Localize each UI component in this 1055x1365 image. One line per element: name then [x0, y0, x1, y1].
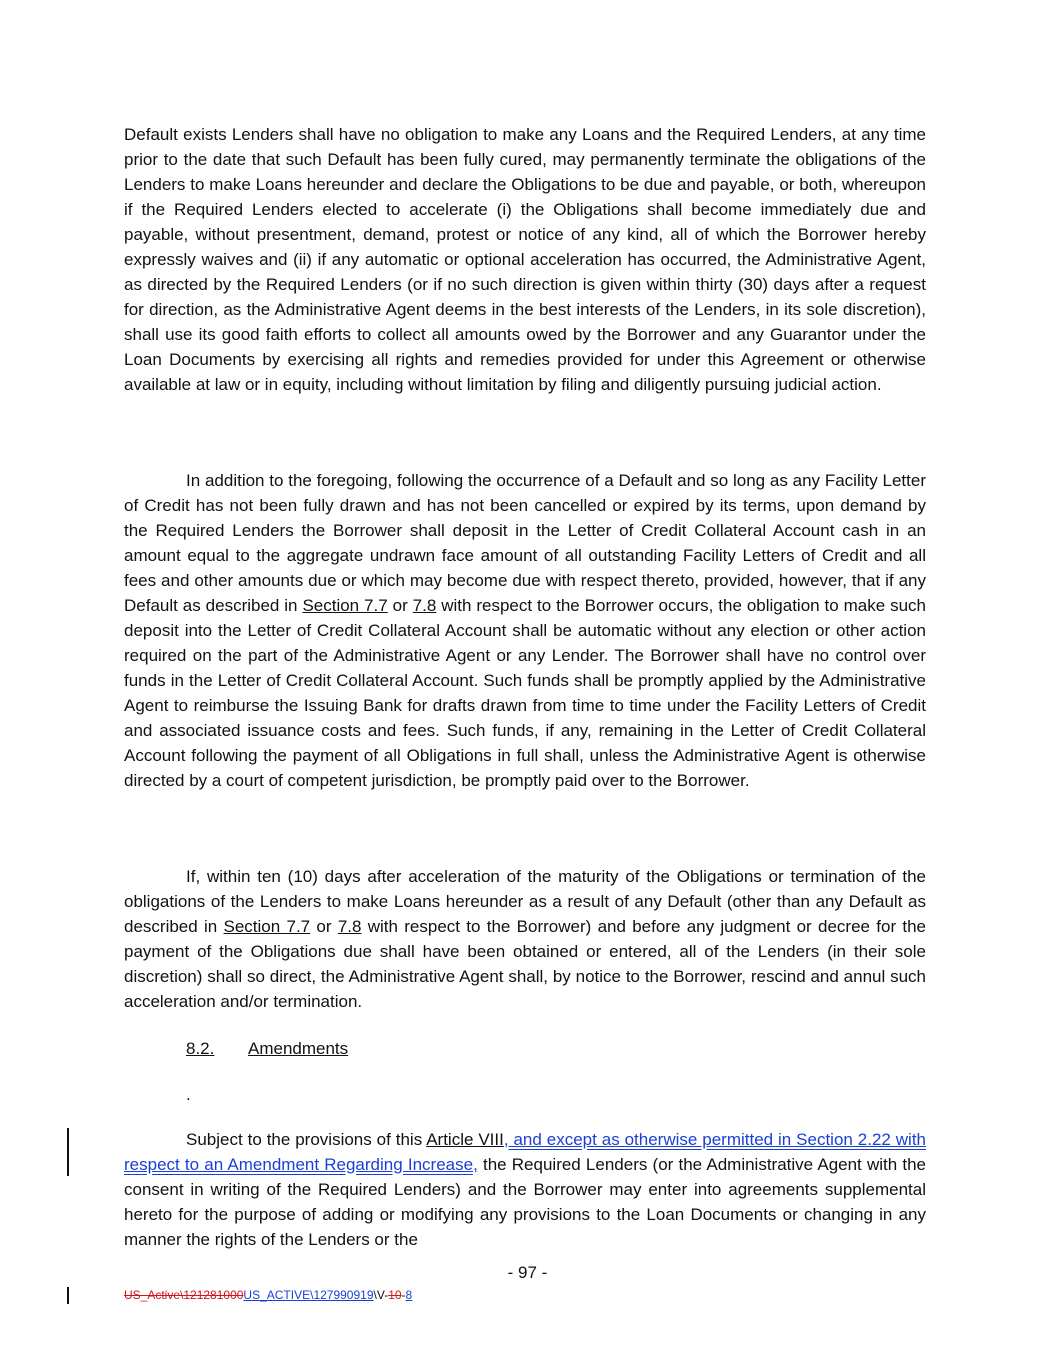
article-viii-reference[interactable]: Article VIII: [426, 1130, 504, 1149]
section-7-8-reference[interactable]: 7.8: [412, 596, 437, 615]
paragraph-text: the Required Lenders (or the Administrative Agent with the consent in writing of the Required Lenders) and the Borrower may enter into agreements supplemental hereto for the purpose of adding or modifying any provisions to the Loan Documents or changing in any manner the rights of the Lenders or the: [124, 1155, 926, 1249]
section-heading: [186, 1036, 348, 1061]
paragraph-text: Subject to the provisions of this: [186, 1130, 427, 1149]
version-prefix: \V-: [373, 1288, 389, 1302]
paragraph-text: If, within ten (10) days after acceleration of the maturity of the Obligations or termination of the obligations of the Lenders to make Loans hereunder as a result of any Default (other than any Default as described in: [124, 867, 926, 936]
section-title: Amendments: [248, 1039, 349, 1058]
paragraph-rescission: [124, 864, 926, 1014]
paragraph-text: with respect to the Borrower) and before any judgment or decree for the payment of the Obligations due shall have been obtained or entered, all of the Lenders (in their sole discretion) shall so direct, the Administrative Agent shall, by notice to the Borrower, rescind and annul such acceleration and/or termination.: [124, 917, 927, 1011]
paragraph-text: with respect to the Borrower occurs, the obligation to make such deposit into the Letter of Credit Collateral Account shall be automatic without any election or other action required on the part of the Administrative Agent or any Lender. The Borrower shall have no control over funds in the Letter of Credit Collateral Account. Such funds shall be promptly applied by the Administrative Agent to reimburse the Issuing Bank for drafts drawn from time to time under the Facility Letters of Credit and associated issuance costs and fees. Such funds, if any, remaining in the Letter of Credit Collateral Account following the payment of all Obligations in full shall, unless the Administrative Agent is otherwise directed by a court of competent jurisdiction, be promptly paid over to the Borrower.: [124, 596, 927, 790]
deleted-doc-id: US_Active\121281000: [124, 1288, 244, 1302]
inserted-text: , and except as otherwise permitted in Section 2.22 with respect to an Amendment Regarding Increase,: [124, 1130, 926, 1174]
section-number: 8.2.: [186, 1039, 215, 1058]
section-7-8-reference[interactable]: 7.8: [337, 917, 362, 936]
paragraph-text: Default exists Lenders shall have no obligation to make any Loans and the Required Lenders, at any time prior to the date that such Default has been fully cured, may permanently terminate the obligations of the Lenders to make Loans hereunder and declare the Obligations to be due and payable, or both, whereupon if the Required Lenders elected to accelerate (i) the Obligations shall become immediately due and payable, without presentment, demand, protest or notice of any kind, all of which the Borrower hereby expressly waives and (ii) if any automatic or optional acceleration has occurred, the Administrative Agent, as directed by the Required Lenders (or if no such direction is given within thirty (30) days after a request for direction, as the Administrative Agent deems in the best interests of the Lenders, in its sole discretion), shall use its good faith efforts to collect all amounts owed by the Borrower and any Guarantor under the Loan Documents by exercising all rights and remedies provided for under this Agreement or otherwise available at law or in equity, including without limitation by filing and diligently pursuing judicial action.: [124, 125, 926, 394]
inserted-version: 8: [405, 1288, 413, 1302]
section-7-7-reference[interactable]: Section 7.7: [223, 917, 311, 936]
inserted-doc-id: US_ACTIVE\127990919: [243, 1288, 374, 1302]
paragraph-letter-of-credit: [124, 468, 926, 793]
paragraph-default-remedies: [124, 122, 926, 397]
section-7-7-reference[interactable]: Section 7.7: [302, 596, 388, 615]
paragraph-text: or: [310, 917, 338, 936]
version-separator: -: [401, 1288, 406, 1302]
page-number: - 97 -: [507, 1263, 548, 1282]
paragraph-amendments: [124, 1127, 926, 1252]
deleted-version: 10: [388, 1288, 402, 1302]
change-bar: [67, 1128, 69, 1176]
paragraph-text: In addition to the foregoing, following the occurrence of a Default and so long as any Facility Letter of Credit has not been fully drawn and has not been cancelled or expired by its terms, upon demand by the Required Lenders the Borrower shall deposit in the Letter of Credit Collateral Account cash in an amount equal to the aggregate undrawn face amount of all outstanding Facility Letters of Credit and all fees and other amounts due or which may become due with respect thereto, provided, however, that if any Default as described in: [124, 471, 926, 615]
paragraph-text: or: [387, 596, 413, 615]
document-id: [124, 1287, 412, 1303]
change-bar: [67, 1287, 69, 1304]
stray-period: .: [186, 1085, 191, 1104]
